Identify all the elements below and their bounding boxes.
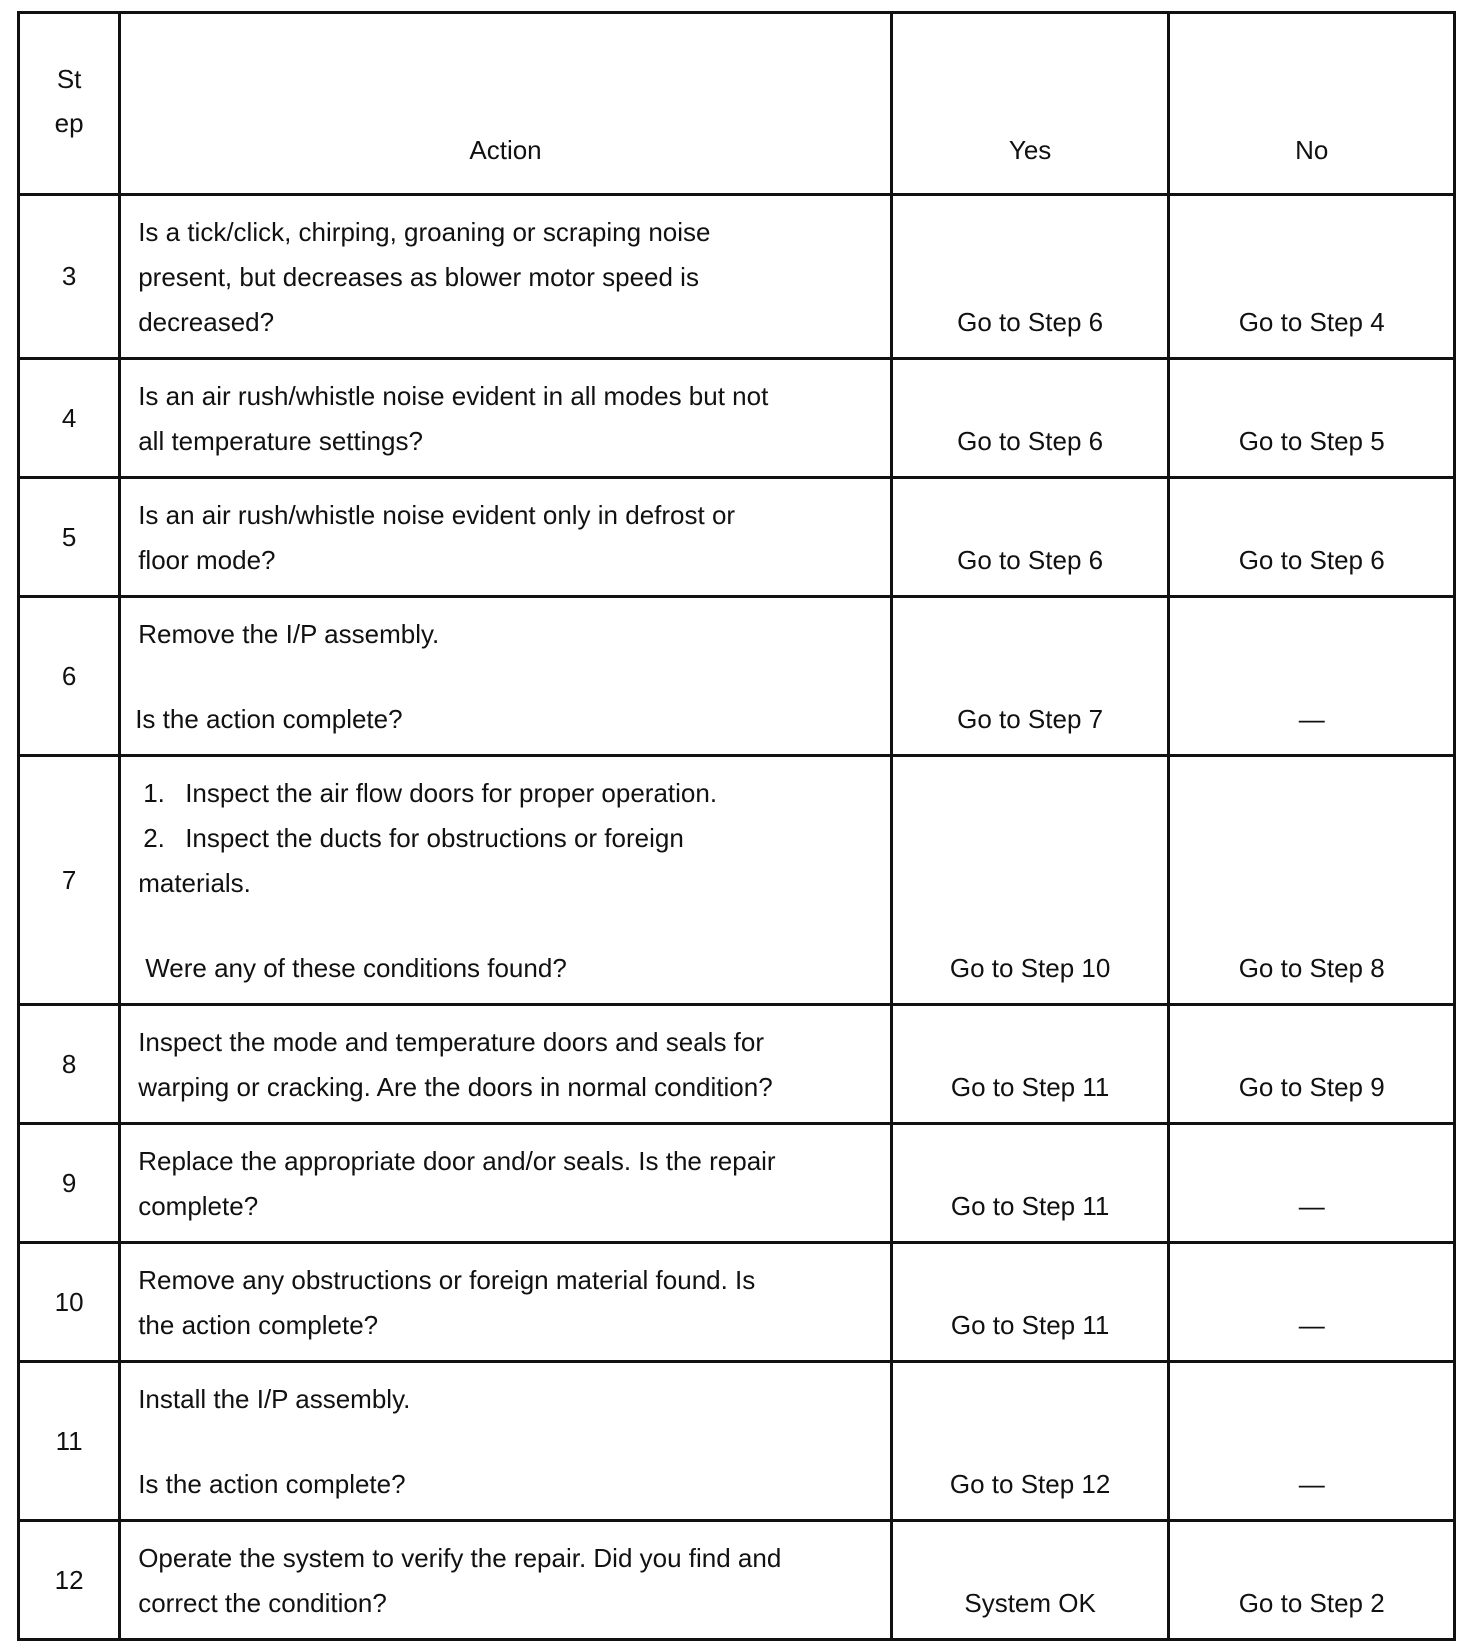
step-number: 9 bbox=[19, 1124, 120, 1243]
yes-result: Go to Step 12 bbox=[891, 1362, 1169, 1521]
action-text bbox=[120, 195, 892, 359]
yes-result: Go to Step 6 bbox=[891, 195, 1169, 359]
action-text bbox=[120, 756, 892, 1005]
table-row bbox=[19, 1521, 1455, 1640]
action-line: Install the I/P assembly. bbox=[138, 1384, 411, 1414]
action-line: Is a tick/click, chirping, groaning or scraping noise bbox=[138, 217, 711, 247]
diagnostic-table bbox=[17, 11, 1456, 1641]
action-line: Remove the I/P assembly. bbox=[138, 619, 440, 649]
list-item-number: 2. bbox=[143, 823, 165, 853]
action-text bbox=[120, 597, 892, 756]
action-text bbox=[120, 1521, 892, 1640]
no-result: Go to Step 2 bbox=[1169, 1521, 1455, 1640]
table-row bbox=[19, 359, 1455, 478]
table-row bbox=[19, 1243, 1455, 1362]
header-step-line2: ep bbox=[54, 107, 84, 138]
no-result: Go to Step 5 bbox=[1169, 359, 1455, 478]
action-question: Is the action complete? bbox=[138, 1469, 406, 1499]
action-question: Were any of these conditions found? bbox=[145, 953, 567, 983]
table-row bbox=[19, 1362, 1455, 1521]
action-line: Is an air rush/whistle noise evident in all modes but not bbox=[138, 381, 769, 411]
action-line: the action complete? bbox=[138, 1310, 379, 1340]
step-number: 11 bbox=[19, 1362, 120, 1521]
table-header-row bbox=[19, 13, 1455, 195]
step-number: 8 bbox=[19, 1005, 120, 1124]
no-result: — bbox=[1169, 597, 1455, 756]
table-row bbox=[19, 597, 1455, 756]
table-row bbox=[19, 756, 1455, 1005]
no-result: Go to Step 9 bbox=[1169, 1005, 1455, 1124]
action-line: Is an air rush/whistle noise evident only in defrost or bbox=[138, 500, 736, 530]
header-yes: Yes bbox=[891, 13, 1169, 195]
step-number: 12 bbox=[19, 1521, 120, 1640]
action-line: Operate the system to verify the repair. Did you find and bbox=[138, 1543, 782, 1573]
list-item bbox=[138, 816, 860, 861]
no-result: Go to Step 8 bbox=[1169, 756, 1455, 1005]
action-line: Remove any obstructions or foreign material found. Is bbox=[138, 1265, 756, 1295]
action-text bbox=[120, 359, 892, 478]
action-line: complete? bbox=[138, 1191, 259, 1221]
header-action: Action bbox=[120, 13, 892, 195]
step-number: 6 bbox=[19, 597, 120, 756]
table-row bbox=[19, 195, 1455, 359]
yes-result: Go to Step 6 bbox=[891, 359, 1169, 478]
no-result: — bbox=[1169, 1243, 1455, 1362]
no-result: — bbox=[1169, 1124, 1455, 1243]
table-row bbox=[19, 478, 1455, 597]
yes-result: Go to Step 11 bbox=[891, 1243, 1169, 1362]
table-row bbox=[19, 1005, 1455, 1124]
header-step bbox=[19, 13, 120, 195]
header-step-line1: St bbox=[56, 63, 82, 94]
step-number: 4 bbox=[19, 359, 120, 478]
action-line: present, but decreases as blower motor speed is bbox=[138, 262, 699, 292]
no-result: — bbox=[1169, 1362, 1455, 1521]
list-item-continuation: materials. bbox=[138, 868, 251, 898]
table-row bbox=[19, 1124, 1455, 1243]
action-line: Replace the appropriate door and/or seals. Is the repair bbox=[138, 1146, 776, 1176]
action-text bbox=[120, 1362, 892, 1521]
yes-result: System OK bbox=[891, 1521, 1169, 1640]
yes-result: Go to Step 7 bbox=[891, 597, 1169, 756]
list-item-text: Inspect the ducts for obstructions or foreign bbox=[185, 823, 684, 853]
list-item-text: Inspect the air flow doors for proper operation. bbox=[185, 778, 718, 808]
header-no: No bbox=[1169, 13, 1455, 195]
action-line: all temperature settings? bbox=[138, 426, 423, 456]
action-text bbox=[120, 478, 892, 597]
no-result: Go to Step 4 bbox=[1169, 195, 1455, 359]
step-number: 5 bbox=[19, 478, 120, 597]
yes-result: Go to Step 10 bbox=[891, 756, 1169, 1005]
action-line: warping or cracking. Are the doors in normal condition? bbox=[138, 1072, 773, 1102]
action-text bbox=[120, 1124, 892, 1243]
yes-result: Go to Step 6 bbox=[891, 478, 1169, 597]
yes-result: Go to Step 11 bbox=[891, 1005, 1169, 1124]
action-question: Is the action complete? bbox=[135, 704, 403, 734]
step-number: 3 bbox=[19, 195, 120, 359]
action-line: floor mode? bbox=[138, 545, 276, 575]
list-item-number: 1. bbox=[143, 778, 165, 808]
action-text bbox=[120, 1005, 892, 1124]
action-line: decreased? bbox=[138, 307, 275, 337]
step-number: 10 bbox=[19, 1243, 120, 1362]
no-result: Go to Step 6 bbox=[1169, 478, 1455, 597]
action-line: Inspect the mode and temperature doors and seals for bbox=[138, 1027, 765, 1057]
yes-result: Go to Step 11 bbox=[891, 1124, 1169, 1243]
step-number: 7 bbox=[19, 756, 120, 1005]
list-item bbox=[138, 771, 860, 816]
action-line: correct the condition? bbox=[138, 1588, 387, 1618]
action-text bbox=[120, 1243, 892, 1362]
